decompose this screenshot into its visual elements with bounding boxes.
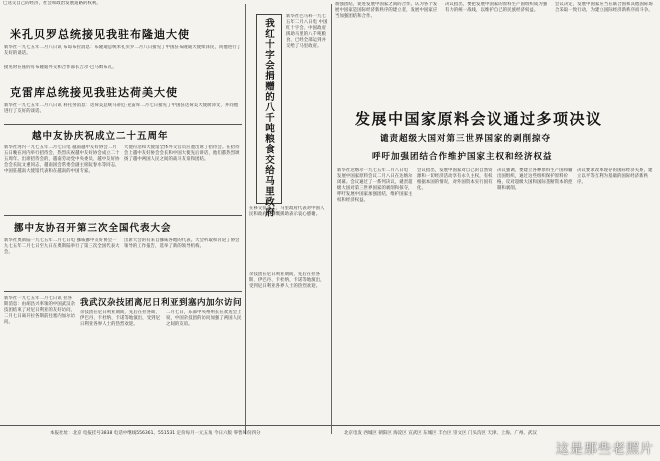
right-top-text-3: 会议决定，发展中国家应当在联合国和其他国际场合采取一致行动，为建立国际经济新秩序而斗争。 [555, 2, 653, 14]
footer-right: 北京电发 西城区 朝阳区 海淀区 宣武区 东城区 丰台区 崇文区 门头沟区 天津、上海、广州、武汉 [344, 431, 537, 436]
column-rule [245, 4, 246, 434]
article-norway-body-2: 出席大会的有来自挪威各地的代表。大会听取和讨论了协会领导的工作报告，选举了新的领导机构。 [124, 238, 240, 250]
footer-rule [0, 425, 660, 426]
article-redcross-body-2: 在移交仪式上，马里政府代表对中国人民和政府的慷慨援助表示衷心感谢。 [249, 206, 325, 218]
article-mozambique-body-2: 接见时在座的有布隆迪外交和合作部长吉尔·巴马姆布瓦。 [4, 65, 117, 70]
divider [4, 124, 242, 125]
column-rule [331, 4, 332, 434]
article-mozambique-body: 新华社一九七五年二月八日讯 布琼布拉消息：布隆迪总统米孔贝罗二月八日接见了中国驻布隆迪大使柴泽民，同他进行了友好的谈话。 [4, 45, 242, 57]
middle-column-text: 杂技团在尼日利亚期间，先后在拉各斯、伊巴丹、卡杜纳、卡诺等地演出，受到尼日利亚各界人士的热烈欢迎。 [249, 272, 325, 290]
article-vietnam-body: 新华社河内一九七五年二月七日电 越南越中友好协会二月五日晚在河内举行招待会，热烈庆祝越中友好协会成立二十五周年。出席招待会的，越南劳动党中央委员、越中友好协会会长阮文重同志，越南国会常委会副主席阮春水等同志，中国驻越南大使馆代表和在越南的中国专家。 [4, 145, 120, 175]
watermark: 这是那些老照片 [555, 442, 654, 457]
article-wuhan-body-2: 杂技团在尼日利亚期间，先后在拉各斯、伊巴丹、卡杜纳、卡诺等地演出，受到尼日利亚各界人士的热烈欢迎。 [80, 310, 161, 328]
divider [4, 215, 242, 216]
headline-redcross: 我红十字会捐赠的八千吨粮食交给马里政府 [263, 18, 274, 218]
headline-main-sub1: 谴责超级大国对第三世界国家的剥削掠夺 [380, 134, 552, 144]
article-norway-body: 新华社奥斯陆一九七五年二月七日电 挪威挪中友好协会一九七五年二月七日至九日在奥斯陆举行了第三次全国代表大会。 [4, 238, 120, 256]
divider [4, 291, 242, 292]
headline-main-sub2: 呼吁加强团结合作维护国家主权和经济权益 [372, 152, 553, 162]
top-strip-text: 已送交自己的经济，社会和政治发展道路的权利。 [3, 1, 101, 6]
article-wuhan-body: 新华社一九七五年二月七日讯 拉各斯消息：由胡昌兴率领的中国武汉杂技团结束了对尼日利亚的友好访问，二月七日离开拉各斯前往塞内加尔访问。 [4, 296, 76, 326]
article-vietnam-body-2: 大使符浩和大使馆全体外交官员应邀出席了招待会。在招待会上越中友好协会会长和中国大使先后讲话，他们都热烈颂扬了越中两国人民之间的战斗友谊和团结。 [124, 145, 240, 163]
headline-mozambique: 米孔贝罗总统接见我驻布隆迪大使 [10, 28, 190, 41]
article-wuhan-body-3: 二月七日，东部中央州州长在欢送会上说，中国杂技团的访问加强了两国人民之间的友谊。 [166, 310, 242, 328]
right-top-text-1: 加强团结，促进发展中国家之间的合作。认为各个发展中国家是国际经济新秩序的建立者，发展中国家应当加强团结和合作。 [335, 2, 438, 20]
headline-norway: 挪中友协召开第三次全国代表大会 [14, 223, 172, 234]
footer-left: 本报社址：北京 电报挂号3838 电话中继线556361、551531 定价每月一元五角 今日六版 零售每份四分 [50, 431, 261, 436]
right-top-text-2: 决议指出，要把发展中国家的原料生产国组织成为强有力的统一战线，以维护自己的民族经济权益。 [445, 2, 548, 14]
main-article-col-1: 新华社达喀尔一九七五年二月八日电 发展中国家原料会议二月八日在达喀尔闭幕。会议通过了一系列决议，谴责超级大国对第三世界国家的剥削和掠夺，呼吁发展中国家加强团结，维护国家主权和经济权益。 [337, 168, 413, 204]
article-netherlands-body: 新华社一九七五年二月八日讯 科托努消息：达荷美总统马蒂厄·克雷库二月七日接见了中国驻达荷美大使俞沛文，并同他进行了友好的谈话。 [4, 103, 239, 115]
main-article-col-4: 决议要求改革现存的国际经济关系，建立以平等互利为基础的国际经济新秩序。 [577, 168, 653, 186]
headline-netherlands: 克雷库总统接见我驻达荷美大使 [10, 86, 178, 99]
article-redcross-body: 新华社巴马科一九七五年二月八日电 中国红十字会、中国政府援助马里的八千吨粮食，已经全部运到并交给了马里政府。 [286, 14, 328, 50]
main-article-col-2: 会议指出，发展中国家对自己的自然资源和一切经济活动享有永久主权，有权根据本国的情况，对外国资本实行国有化。 [417, 168, 493, 192]
headline-main: 发展中国家原料会议通过多项决议 [355, 110, 603, 128]
main-article-col-3: 决议强调，要建立各种原料生产国和输出国组织，通过这些组织保护原料价格，反对超级大国和国际垄断资本的控制和剥削。 [497, 168, 573, 192]
headline-wuhan: 我武汉杂技团离尼日利亚到塞内加尔访问 [80, 298, 243, 308]
headline-vietnam: 越中友协庆祝成立二十五周年 [32, 131, 169, 142]
